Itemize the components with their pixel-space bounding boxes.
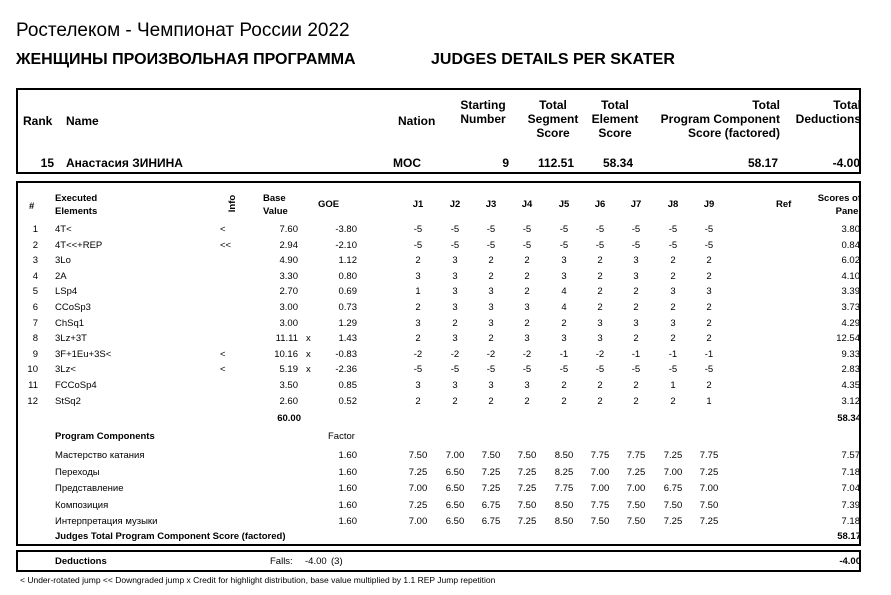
element-judge-score: 2	[415, 302, 421, 313]
component-judge-score: 8.25	[554, 466, 574, 478]
deductions-total: -4.00	[839, 556, 861, 567]
element-number: 10	[27, 364, 38, 376]
element-judge-score: 2	[706, 255, 712, 267]
element-judge-score: 2	[561, 380, 567, 391]
component-score: 7.39	[841, 499, 860, 511]
element-judge-score: -5	[704, 239, 714, 251]
element-judge-score: -5	[668, 239, 678, 251]
component-judge-score: 7.00	[408, 483, 428, 494]
element-judge-score: 2	[706, 317, 712, 329]
element-bonus-mark: x	[306, 348, 311, 360]
element-judge-score: 3	[561, 270, 567, 282]
element-panel-score: 3.12	[841, 395, 860, 407]
element-judge-score: 2	[415, 395, 421, 407]
element-judge-score: 2	[524, 317, 530, 329]
component-judge-score: 7.50	[626, 516, 646, 527]
component-judge-score: 7.75	[590, 499, 610, 511]
element-goe: 0.80	[338, 270, 357, 282]
element-judge-score: 2	[597, 395, 603, 407]
judge-header: J3	[485, 199, 497, 210]
falls-value: -4.00	[305, 556, 327, 567]
element-judge-score: 2	[633, 302, 639, 313]
component-judge-score: 7.50	[663, 499, 683, 511]
nation-label: Nation	[398, 114, 436, 128]
element-name: 2A	[55, 270, 67, 282]
element-panel-score: 3.80	[841, 224, 860, 235]
component-judge-score: 6.75	[481, 499, 501, 511]
element-base-value: 5.19	[279, 364, 298, 376]
element-judge-score: 3	[706, 286, 712, 298]
component-judge-score: 7.50	[699, 499, 719, 511]
element-judge-score: 3	[633, 255, 639, 267]
rank-label: Rank	[23, 114, 53, 128]
element-judge-score: -5	[704, 224, 714, 235]
judge-header: J6	[594, 199, 606, 210]
element-judge-score: 3	[633, 270, 639, 282]
judge-header: J2	[449, 199, 461, 210]
component-judge-score: 7.75	[590, 450, 610, 461]
element-judge-score: 3	[524, 380, 530, 391]
element-base-value: 4.90	[279, 255, 298, 267]
deductions-row-label: Deductions	[55, 556, 107, 567]
element-judge-score: 3	[561, 333, 567, 345]
component-factor: 1.60	[338, 516, 357, 527]
component-judge-score: 7.25	[408, 466, 428, 478]
element-goe: 1.29	[338, 317, 357, 329]
element-judge-score: 3	[488, 286, 494, 298]
element-judge-score: 3	[488, 317, 494, 329]
element-judge-score: 3	[524, 333, 530, 345]
element-judge-score: 2	[524, 395, 530, 407]
element-name: 3Lo	[55, 255, 71, 267]
component-judge-score: 7.75	[699, 450, 719, 461]
report-title: JUDGES DETAILS PER SKATER	[431, 51, 675, 68]
component-judge-score: 8.50	[554, 450, 574, 461]
component-judge-score: 7.25	[699, 516, 719, 527]
element-number: 4	[32, 270, 38, 282]
element-judge-score: -5	[704, 364, 714, 376]
element-judge-score: 2	[633, 333, 639, 345]
element-judge-score: -1	[559, 348, 569, 360]
element-info: <<	[220, 239, 232, 251]
element-judge-score: 2	[670, 255, 676, 267]
component-judge-score: 7.25	[663, 450, 683, 461]
element-judge-score: 2	[452, 395, 458, 407]
component-judge-score: 7.25	[626, 466, 646, 478]
component-judge-score: 7.25	[481, 483, 501, 494]
element-judge-score: 1	[670, 380, 676, 391]
component-judge-score: 8.50	[554, 499, 574, 511]
element-base-value: 2.94	[279, 239, 298, 251]
element-judge-score: 2	[488, 255, 494, 267]
skater-rank: 15	[40, 156, 54, 170]
element-judge-score: -5	[522, 224, 532, 235]
element-panel-score: 4.10	[841, 270, 860, 282]
element-number: 12	[27, 395, 38, 407]
element-goe: 1.12	[338, 255, 357, 267]
element-goe: -0.83	[335, 348, 357, 360]
program-components-label: Program Components	[55, 431, 155, 442]
element-judge-score: 3	[415, 380, 421, 391]
component-judge-score: 7.75	[626, 450, 646, 461]
element-judge-score: 3	[452, 255, 458, 267]
element-judge-score: 3	[452, 286, 458, 298]
judge-header: J7	[630, 199, 642, 210]
element-judge-score: -2	[486, 348, 496, 360]
component-judge-score: 7.50	[481, 450, 501, 461]
element-judge-score: 4	[561, 286, 567, 298]
element-judge-score: 2	[597, 286, 603, 298]
element-judge-score: -5	[559, 364, 569, 376]
component-judge-score: 7.25	[517, 466, 537, 478]
element-judge-score: 2	[561, 317, 567, 329]
element-judge-score: 2	[415, 333, 421, 345]
falls-label: Falls:	[270, 556, 293, 567]
element-judge-score: -5	[450, 239, 460, 251]
element-judge-score: 4	[561, 302, 567, 313]
component-score: 7.18	[841, 516, 860, 527]
element-judge-score: 2	[597, 380, 603, 391]
element-judge-score: -1	[704, 348, 714, 360]
pcs-total-label: Judges Total Program Component Score (factored)	[55, 531, 286, 542]
component-judge-score: 6.50	[445, 483, 465, 494]
element-judge-score: -1	[668, 348, 678, 360]
legend: < Under-rotated jump << Downgraded jump x Credit for highlight distribution, base value multiplied by 1.1 REP Jump repetition	[20, 575, 496, 585]
component-factor: 1.60	[338, 466, 357, 478]
element-info: <	[220, 348, 226, 360]
element-goe: 0.85	[338, 380, 357, 391]
component-judge-score: 7.25	[699, 466, 719, 478]
element-judge-score: -5	[522, 239, 532, 251]
element-judge-score: 2	[452, 317, 458, 329]
component-judge-score: 7.50	[626, 499, 646, 511]
element-judge-score: 2	[706, 270, 712, 282]
component-judge-score: 7.00	[626, 483, 646, 494]
element-judge-score: 3	[597, 333, 603, 345]
element-number: 1	[32, 224, 38, 235]
component-judge-score: 8.50	[554, 516, 574, 527]
element-panel-score: 3.39	[841, 286, 860, 298]
element-name: 4T<	[55, 224, 72, 235]
element-judge-score: 2	[670, 333, 676, 345]
element-number: 3	[32, 255, 38, 267]
element-name: CCoSp3	[55, 302, 91, 313]
element-judge-score: -5	[413, 364, 423, 376]
element-name: StSq2	[55, 395, 81, 407]
factor-label: Factor	[328, 431, 355, 442]
element-judge-score: 2	[561, 395, 567, 407]
element-number: 5	[32, 286, 38, 298]
component-judge-score: 7.75	[554, 483, 574, 494]
component-judge-score: 7.25	[481, 466, 501, 478]
element-name: 3F+1Eu+3S<	[55, 348, 112, 360]
element-number: 6	[32, 302, 38, 313]
element-base-value: 3.00	[279, 302, 298, 313]
element-judge-score: -5	[486, 239, 496, 251]
element-goe: 0.69	[338, 286, 357, 298]
element-judge-score: -5	[413, 224, 423, 235]
element-judge-score: 2	[706, 302, 712, 313]
name-label: Name	[66, 114, 99, 128]
element-judge-score: -5	[631, 224, 641, 235]
element-judge-score: 3	[452, 333, 458, 345]
skater-tss: 112.51	[537, 156, 574, 170]
element-judge-score: -5	[450, 364, 460, 376]
component-judge-score: 7.50	[408, 450, 428, 461]
element-panel-score: 12.54	[836, 333, 860, 345]
element-judge-score: 2	[488, 333, 494, 345]
component-name: Мастерство катания	[55, 450, 145, 461]
judge-header: J9	[703, 199, 715, 210]
element-judge-score: 3	[488, 302, 494, 313]
element-base-value: 3.30	[279, 270, 298, 282]
event-title: Ростелеком - Чемпионат России 2022	[16, 20, 350, 41]
element-judge-score: 2	[670, 302, 676, 313]
element-judge-score: 2	[597, 270, 603, 282]
element-goe: 0.73	[338, 302, 357, 313]
component-judge-score: 7.00	[590, 466, 610, 478]
element-judge-score: -5	[559, 239, 569, 251]
element-judge-score: -5	[668, 364, 678, 376]
segment-title: ЖЕНЩИНЫ ПРОИЗВОЛЬНАЯ ПРОГРАММА	[16, 51, 356, 68]
component-judge-score: 7.00	[445, 450, 465, 461]
element-judge-score: -1	[631, 348, 641, 360]
element-judge-score: -5	[631, 239, 641, 251]
component-judge-score: 7.50	[517, 450, 537, 461]
component-judge-score: 7.00	[590, 483, 610, 494]
component-judge-score: 7.50	[517, 499, 537, 511]
element-base-value: 10.16	[274, 348, 298, 360]
element-judge-score: 3	[670, 317, 676, 329]
starting-label: Starting Number	[460, 98, 506, 126]
element-name: LSp4	[55, 286, 78, 298]
element-base-value: 3.00	[279, 317, 298, 329]
tes-label: Total Element Score	[591, 98, 639, 140]
element-judge-score: 3	[488, 380, 494, 391]
element-panel-score: 0.84	[841, 239, 860, 251]
component-judge-score: 6.50	[445, 466, 465, 478]
element-judge-score: 3	[452, 270, 458, 282]
col-executed: Executed Elements	[55, 193, 98, 217]
element-judge-score: 2	[524, 286, 530, 298]
component-judge-score: 7.00	[699, 483, 719, 494]
element-judge-score: 1	[706, 395, 712, 407]
element-judge-score: 2	[633, 395, 639, 407]
element-info: <	[220, 224, 226, 235]
element-panel-score: 2.83	[841, 364, 860, 376]
element-judge-score: -5	[595, 224, 605, 235]
component-judge-score: 7.25	[517, 516, 537, 527]
judge-header: J5	[558, 199, 570, 210]
element-judge-score: -5	[413, 239, 423, 251]
element-panel-score: 6.02	[841, 255, 860, 267]
element-judge-score: 2	[633, 380, 639, 391]
element-judge-score: 3	[524, 302, 530, 313]
component-factor: 1.60	[338, 483, 357, 494]
element-info: <	[220, 364, 226, 376]
component-judge-score: 6.75	[481, 516, 501, 527]
element-judge-score: 1	[415, 286, 421, 298]
tss-label: Total Segment Score	[527, 98, 579, 140]
component-factor: 1.60	[338, 499, 357, 511]
element-name: 3Lz+3T	[55, 333, 87, 345]
skater-tes: 58.34	[602, 156, 633, 170]
element-judge-score: 2	[524, 270, 530, 282]
component-name: Интерпретация музыки	[55, 516, 158, 527]
falls-count: (3)	[331, 556, 343, 567]
element-judge-score: 3	[415, 317, 421, 329]
element-judge-score: 3	[452, 302, 458, 313]
col-info: Info	[227, 194, 239, 213]
element-judge-score: 2	[597, 255, 603, 267]
element-number: 2	[32, 239, 38, 251]
component-score: 7.18	[841, 466, 860, 478]
element-judge-score: 2	[488, 395, 494, 407]
element-judge-score: 2	[706, 333, 712, 345]
component-judge-score: 6.50	[445, 499, 465, 511]
element-judge-score: 3	[561, 255, 567, 267]
skater-nation: MOC	[393, 156, 421, 170]
element-judge-score: 2	[670, 395, 676, 407]
element-name: 4T<<+REP	[55, 239, 103, 251]
skater-name: Анастасия ЗИНИНА	[66, 156, 183, 170]
element-name: 3Lz<	[55, 364, 76, 376]
component-factor: 1.60	[338, 450, 357, 461]
col-base: Base Value	[263, 193, 288, 217]
component-judge-score: 7.25	[663, 516, 683, 527]
element-judge-score: -5	[486, 364, 496, 376]
element-bonus-mark: x	[306, 333, 311, 345]
element-judge-score: 2	[670, 270, 676, 282]
element-judge-score: -2	[595, 348, 605, 360]
component-judge-score: 7.00	[663, 466, 683, 478]
element-number: 11	[28, 380, 38, 391]
skater-pcs: 58.17	[747, 156, 778, 170]
element-goe: 0.52	[338, 395, 357, 407]
element-judge-score: 3	[452, 380, 458, 391]
element-judge-score: -5	[450, 224, 460, 235]
element-judge-score: -5	[631, 364, 641, 376]
pcs-label: Total Program Component Score (factored)	[660, 98, 780, 140]
element-panel-score: 4.35	[841, 380, 860, 391]
deductions-label: Total Deductions	[795, 98, 861, 126]
element-goe: -2.10	[335, 239, 357, 251]
element-judge-score: 2	[633, 286, 639, 298]
base-value-total: 60.00	[277, 413, 301, 424]
component-name: Представление	[55, 483, 124, 494]
element-goe: 1.43	[338, 333, 357, 345]
skater-deductions: -4.00	[832, 156, 860, 170]
component-name: Композиция	[55, 499, 109, 511]
element-judge-score: -2	[450, 348, 460, 360]
element-judge-score: -5	[559, 224, 569, 235]
element-base-value: 2.60	[279, 395, 298, 407]
element-judge-score: -2	[413, 348, 423, 360]
element-judge-score: 2	[706, 380, 712, 391]
judge-header: J4	[521, 199, 533, 210]
element-number: 7	[32, 317, 38, 329]
element-base-value: 3.50	[279, 380, 298, 391]
element-goe: -2.36	[335, 364, 357, 376]
element-judge-score: -5	[668, 224, 678, 235]
component-judge-score: 7.50	[590, 516, 610, 527]
element-judge-score: 2	[597, 302, 603, 313]
element-base-value: 11.11	[275, 333, 298, 345]
element-name: ChSq1	[55, 317, 85, 329]
element-panel-score: 4.29	[841, 317, 860, 329]
element-judge-score: -5	[595, 364, 605, 376]
element-judge-score: 2	[415, 255, 421, 267]
element-number: 9	[32, 348, 38, 360]
component-score: 7.04	[841, 483, 860, 494]
element-judge-score: 2	[488, 270, 494, 282]
element-judge-score: -5	[486, 224, 496, 235]
component-name: Переходы	[55, 466, 100, 478]
element-judge-score: -2	[522, 348, 532, 360]
element-judge-score: 3	[633, 317, 639, 329]
element-bonus-mark: x	[306, 364, 311, 376]
element-number: 8	[32, 333, 38, 345]
element-judge-score: -5	[595, 239, 605, 251]
col-ref: Ref	[776, 199, 792, 210]
component-judge-score: 6.75	[663, 483, 683, 494]
element-panel-score: 3.73	[841, 302, 860, 313]
element-judge-score: 3	[415, 270, 421, 282]
component-judge-score: 7.00	[408, 516, 428, 527]
deductions-box	[16, 550, 861, 572]
component-judge-score: 7.25	[517, 483, 537, 494]
component-judge-score: 7.25	[408, 499, 428, 511]
element-base-value: 2.70	[279, 286, 298, 298]
col-score: Scores of Panel	[817, 193, 861, 217]
judge-header: J1	[412, 199, 424, 210]
element-base-value: 7.60	[279, 224, 298, 235]
pcs-total: 58.17	[837, 531, 861, 542]
element-judge-score: 2	[524, 255, 530, 267]
component-judge-score: 6.50	[445, 516, 465, 527]
element-name: FCCoSp4	[55, 380, 97, 391]
tes-total: 58.34	[837, 413, 861, 424]
element-judge-score: -5	[522, 364, 532, 376]
col-goe: GOE	[318, 199, 340, 210]
component-score: 7.57	[841, 450, 860, 461]
judge-header: J8	[667, 199, 679, 210]
skater-start: 9	[502, 156, 509, 170]
element-goe: -3.80	[335, 224, 357, 235]
col-num: #	[29, 201, 35, 212]
element-panel-score: 9.33	[841, 348, 860, 360]
element-judge-score: 3	[670, 286, 676, 298]
element-judge-score: 3	[597, 317, 603, 329]
